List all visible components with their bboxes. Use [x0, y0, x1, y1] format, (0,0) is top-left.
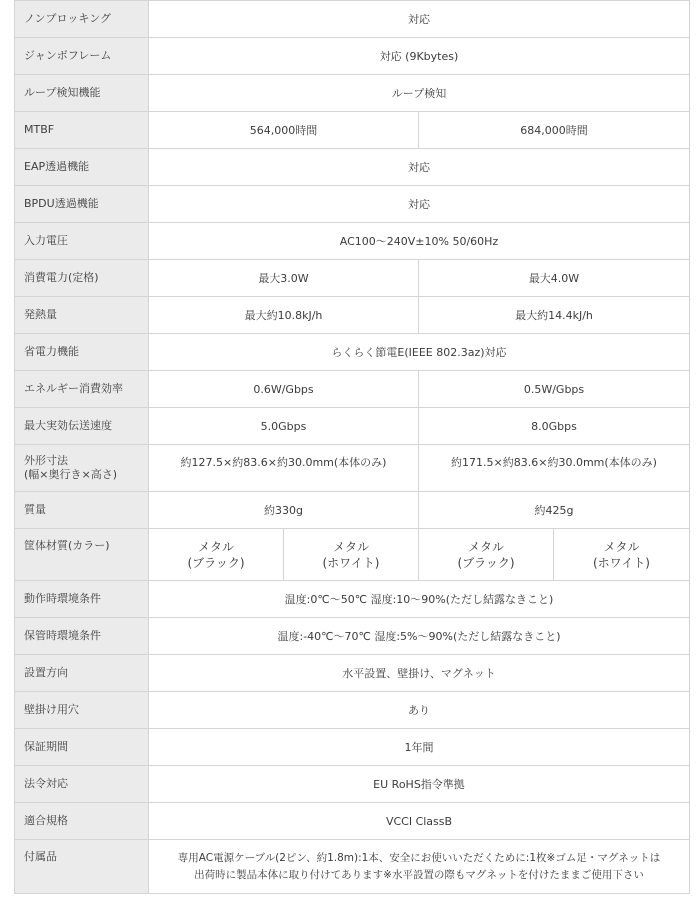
row-value: 対応 — [149, 186, 690, 223]
row-loop-detect — [15, 75, 690, 112]
row-label: 壁掛け用穴 — [15, 692, 149, 729]
row-eap — [15, 149, 690, 186]
material-color: (ホワイト) — [322, 555, 380, 570]
row-label: 保管時環境条件 — [15, 618, 149, 655]
row-wall-mount-holes — [15, 692, 690, 729]
row-max-throughput — [15, 408, 690, 445]
row-label: 筐体材質(カラー) — [15, 529, 149, 581]
row-label: BPDU透過機能 — [15, 186, 149, 223]
row-value-model-a: 最大約10.8kJ/h — [149, 297, 419, 334]
row-label: 消費電力(定格) — [15, 260, 149, 297]
row-nonblocking — [15, 1, 690, 38]
row-label: MTBF — [15, 112, 149, 149]
row-value: らくらく節電E(IEEE 802.3az)対応 — [149, 334, 690, 371]
row-input-voltage — [15, 223, 690, 260]
row-value-model-b: 約171.5×約83.6×約30.0mm(本体のみ) — [419, 445, 690, 492]
row-dimensions — [15, 445, 690, 492]
row-label-line: 外形寸法 — [24, 454, 68, 467]
row-storage-env — [15, 618, 690, 655]
row-value-model-b: 0.5W/Gbps — [419, 371, 690, 408]
accessories-line: 専用AC電源ケーブル(2ピン、約1.8m):1本、安全にお使いいただくために:1枚※ゴム足・マグネットは — [177, 851, 661, 864]
row-value-material — [284, 529, 419, 581]
row-value: 水平設置、壁掛け、マグネット — [149, 655, 690, 692]
material-line: メタル — [467, 539, 504, 554]
row-value: 対応 — [149, 149, 690, 186]
row-value-model-a: 0.6W/Gbps — [149, 371, 419, 408]
material-line: メタル — [332, 539, 369, 554]
row-value-material — [149, 529, 284, 581]
row-value-model-b: 8.0Gbps — [419, 408, 690, 445]
row-label: 法令対応 — [15, 766, 149, 803]
row-value: 対応 (9Kbytes) — [149, 38, 690, 75]
row-label: 付属品 — [15, 840, 149, 894]
material-line: メタル — [603, 539, 640, 554]
row-value: AC100～240V±10% 50/60Hz — [149, 223, 690, 260]
row-weight — [15, 492, 690, 529]
row-value: EU RoHS指令準拠 — [149, 766, 690, 803]
row-value-model-a: 564,000時間 — [149, 112, 419, 149]
row-value-model-a: 最大3.0W — [149, 260, 419, 297]
row-value-model-b: 約425g — [419, 492, 690, 529]
row-label: 設置方向 — [15, 655, 149, 692]
row-label: 省電力機能 — [15, 334, 149, 371]
material-color: (ホワイト) — [592, 555, 650, 570]
row-value: あり — [149, 692, 690, 729]
row-value: 対応 — [149, 1, 690, 38]
spec-table — [14, 0, 690, 894]
row-heat — [15, 297, 690, 334]
row-label: 発熱量 — [15, 297, 149, 334]
row-value — [149, 840, 690, 894]
row-value: 温度:0℃～50℃ 湿度:10～90%(ただし結露なきこと) — [149, 581, 690, 618]
row-label: 最大実効伝送速度 — [15, 408, 149, 445]
row-label: 質量 — [15, 492, 149, 529]
row-value-model-b: 最大4.0W — [419, 260, 690, 297]
accessories-line: 出荷時に製品本体に取り付けてあります※水平設置の際もマグネットを付けたままご使用下さい — [194, 868, 644, 881]
material-color: (ブラック) — [187, 555, 245, 570]
row-regulation — [15, 766, 690, 803]
row-value: 温度:-40℃～70℃ 湿度:5%～90%(ただし結露なきこと) — [149, 618, 690, 655]
row-value-model-b: 684,000時間 — [419, 112, 690, 149]
row-value-model-a: 約330g — [149, 492, 419, 529]
row-label: ループ検知機能 — [15, 75, 149, 112]
row-material — [15, 529, 690, 581]
row-value-material — [554, 529, 690, 581]
row-value-model-a: 約127.5×約83.6×約30.0mm(本体のみ) — [149, 445, 419, 492]
row-label — [15, 445, 149, 492]
row-install-direction — [15, 655, 690, 692]
row-label: EAP透過機能 — [15, 149, 149, 186]
row-label: 動作時環境条件 — [15, 581, 149, 618]
row-label-line: (幅×奥行き×高さ) — [24, 468, 118, 481]
row-label: 保証期間 — [15, 729, 149, 766]
row-label: 適合規格 — [15, 803, 149, 840]
row-jumbo-frame — [15, 38, 690, 75]
row-label: 入力電圧 — [15, 223, 149, 260]
row-label: ジャンボフレーム — [15, 38, 149, 75]
row-warranty — [15, 729, 690, 766]
row-value: 1年間 — [149, 729, 690, 766]
row-standards — [15, 803, 690, 840]
row-accessories — [15, 840, 690, 894]
row-value: ループ検知 — [149, 75, 690, 112]
row-bpdu — [15, 186, 690, 223]
row-value-material — [419, 529, 554, 581]
row-operating-env — [15, 581, 690, 618]
row-label: ノンブロッキング — [15, 1, 149, 38]
row-mtbf — [15, 112, 690, 149]
row-value: VCCI ClassB — [149, 803, 690, 840]
row-value-model-a: 5.0Gbps — [149, 408, 419, 445]
material-line: メタル — [197, 539, 234, 554]
material-color: (ブラック) — [457, 555, 515, 570]
row-power-saving — [15, 334, 690, 371]
row-power-consumption — [15, 260, 690, 297]
row-value-model-b: 最大約14.4kJ/h — [419, 297, 690, 334]
row-energy-efficiency — [15, 371, 690, 408]
row-label: エネルギー消費効率 — [15, 371, 149, 408]
